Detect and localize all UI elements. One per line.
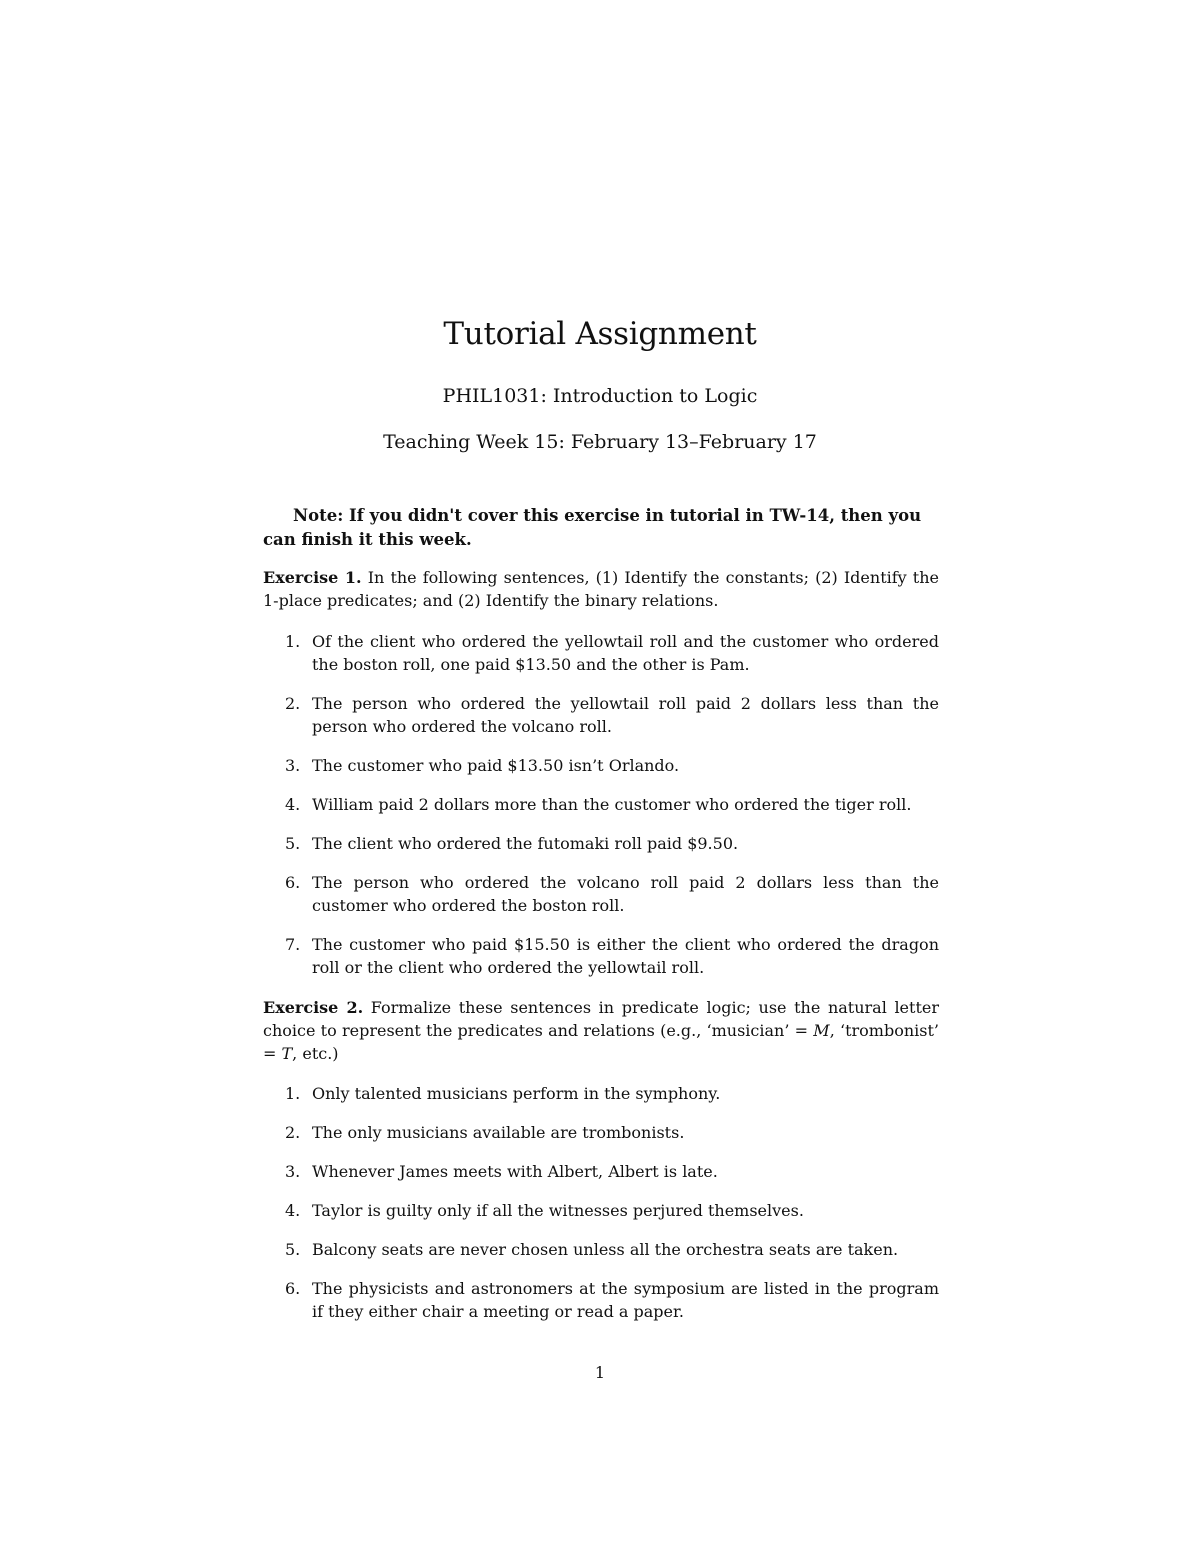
item-number: 4. <box>285 795 301 814</box>
item-text: William paid 2 dollars more than the customer who ordered the tiger roll. <box>312 795 912 814</box>
item-text: Of the client who ordered the yellowtail roll and the customer who ordered the boston roll, one paid $13.50 and the other is Pam. <box>312 632 939 674</box>
exercise-2-intro <box>263 996 939 1065</box>
list-item <box>263 754 939 777</box>
list-item <box>263 1121 939 1144</box>
item-text: The physicists and astronomers at the symposium are listed in the program if they either chair a meeting or read a paper. <box>312 1279 939 1321</box>
list-item <box>263 1238 939 1261</box>
item-number: 7. <box>285 935 301 954</box>
item-text: The only musicians available are trombonists. <box>312 1123 685 1142</box>
list-item <box>263 933 939 979</box>
item-number: 2. <box>285 1123 301 1142</box>
exercise-1-intro <box>263 566 939 612</box>
item-text: Only talented musicians perform in the symphony. <box>312 1084 721 1103</box>
list-item <box>263 692 939 738</box>
item-text: The person who ordered the yellowtail roll paid 2 dollars less than the person who ordered the volcano roll. <box>312 694 939 736</box>
item-text: Whenever James meets with Albert, Albert is late. <box>312 1162 718 1181</box>
exercise-2-text-b: , ‘trombonist’ = <box>263 1021 939 1063</box>
item-number: 3. <box>285 1162 301 1181</box>
list-item <box>263 1199 939 1222</box>
exercise-1-text: In the following sentences, (1) Identify the constants; (2) Identify the 1-place predicates; and (2) Identify the binary relations. <box>263 568 940 610</box>
list-item <box>263 1082 939 1105</box>
item-text: Taylor is guilty only if all the witnesses perjured themselves. <box>312 1201 804 1220</box>
item-text: The client who ordered the futomaki roll paid $9.50. <box>312 834 739 853</box>
exercise-1-label: Exercise 1. <box>263 568 362 587</box>
item-number: 1. <box>285 1084 301 1103</box>
item-number: 1. <box>285 632 301 651</box>
page-title: Tutorial Assignment <box>443 316 757 352</box>
exercise-2-text-a: Formalize these sentences in predicate logic; use the natural letter choice to represent the predicates and relations (e.g., ‘musician’ = <box>263 998 940 1040</box>
item-number: 5. <box>285 1240 301 1259</box>
exercise-1-list <box>263 630 939 995</box>
item-text: Balcony seats are never chosen unless all the orchestra seats are taken. <box>312 1240 899 1259</box>
list-item <box>263 793 939 816</box>
item-text: The customer who paid $15.50 is either the client who ordered the dragon roll or the client who ordered the yellowtail roll. <box>312 935 939 977</box>
list-item <box>263 1160 939 1183</box>
variable-t: T <box>281 1044 293 1063</box>
item-text: The person who ordered the volcano roll paid 2 dollars less than the customer who ordered the boston roll. <box>312 873 939 915</box>
list-item <box>263 832 939 855</box>
item-number: 6. <box>285 873 301 892</box>
item-number: 6. <box>285 1279 301 1298</box>
teaching-week: Teaching Week 15: February 13–February 17 <box>383 431 817 453</box>
item-number: 4. <box>285 1201 301 1220</box>
exercise-2-label: Exercise 2. <box>263 998 364 1017</box>
list-item <box>263 1277 939 1323</box>
exercise-2-text-c: , etc.) <box>292 1044 339 1063</box>
course-name: PHIL1031: Introduction to Logic <box>442 385 758 407</box>
page-number: 1 <box>594 1363 606 1382</box>
item-text: The customer who paid $13.50 isn’t Orlando. <box>312 756 680 775</box>
list-item <box>263 630 939 676</box>
item-number: 2. <box>285 694 301 713</box>
variable-m: M <box>813 1021 830 1040</box>
item-number: 5. <box>285 834 301 853</box>
note-paragraph: Note: If you didn't cover this exercise in tutorial in TW-14, then you can finish it this week. <box>263 506 922 549</box>
item-number: 3. <box>285 756 301 775</box>
list-item <box>263 871 939 917</box>
exercise-2-list <box>263 1082 939 1339</box>
